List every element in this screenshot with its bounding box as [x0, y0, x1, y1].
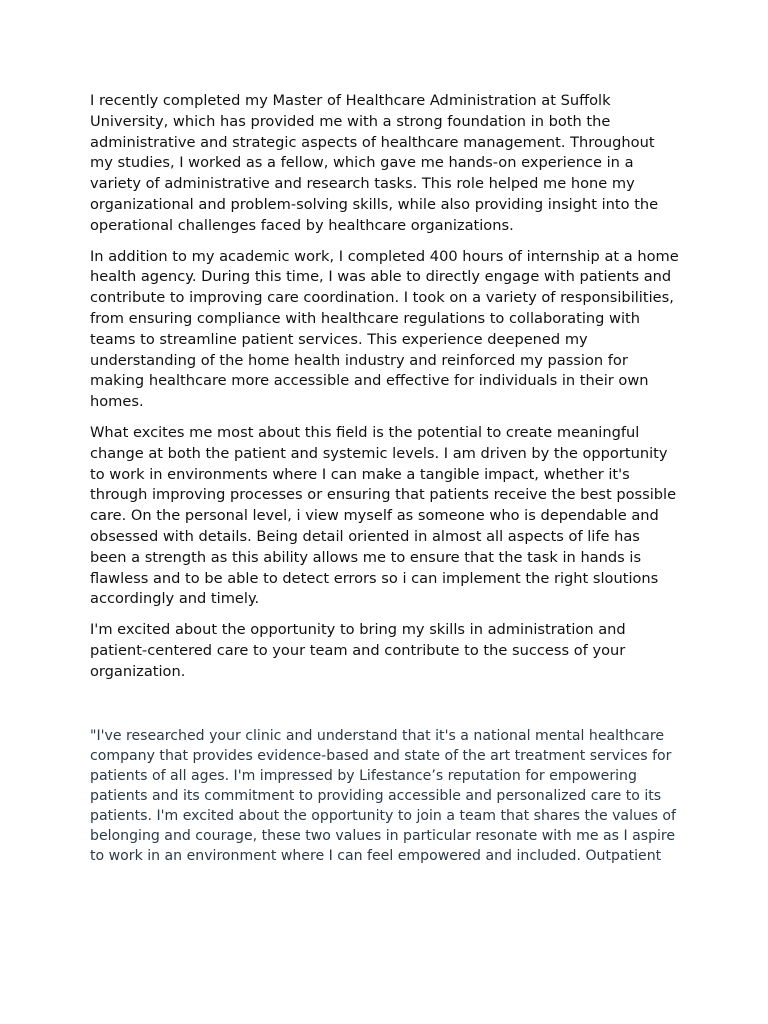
quote-block — [90, 726, 680, 866]
paragraph-education: I recently completed my Master of Healthcare Administration at Suffolk University, which has provided me with a strong foundation in both the administrative and strategic aspects of healthcare management. Throughout my studies, I worked as a fellow, which gave me hands-on experience in a variety of administrative and research tasks. This role helped me hone my organizational and problem-solving skills, while also providing insight into the operational challenges faced by healthcare organizations. — [90, 92, 659, 234]
paragraph-closing: I'm excited about the opportunity to bring my skills in administration and patient-centered care to your team and contribute to the success of your organization. — [90, 621, 626, 680]
quote-paragraph: "I've researched your clinic and understand that it's a national mental healthcare company that provides evidence-based and state of the art treatment services for patients of all ages. I'm impressed by Lifestance’s reputation for empowering patients and its commitment to providing accessible and personalized care to its patients. I'm excited about the opportunity to join a team that shares the values of belonging and courage, these two values in particular resonate with me as I aspire to work in an environment where I can feel empowered and included. Outpatient — [90, 728, 676, 864]
paragraph-internship: In addition to my academic work, I completed 400 hours of internship at a home health agency. During this time, I was able to directly engage with patients and contribute to improving care coordination. I took on a variety of responsibilities, from ensuring compliance with healthcare regulations to collaborating with teams to streamline patient services. This experience deepened my understanding of the home health industry and reinforced my passion for making healthcare more accessible and effective for individuals in their own homes. — [90, 247, 679, 411]
paragraph-motivation: What excites me most about this field is the potential to create meaningful change at both the patient and systemic levels. I am driven by the opportunity to work in environments where I can make a tangible impact, whether it's through improving processes or ensuring that patients receive the best possible care. On the personal level, i view myself as someone who is dependable and obsessed with details. Being detail oriented in almost all aspects of life has been a strength as this ability allows me to ensure that the task in hands is flawless and to be able to detect errors so i can implement the right sloutions accordingly and timely. — [90, 423, 677, 608]
cover-letter-body — [90, 91, 680, 693]
